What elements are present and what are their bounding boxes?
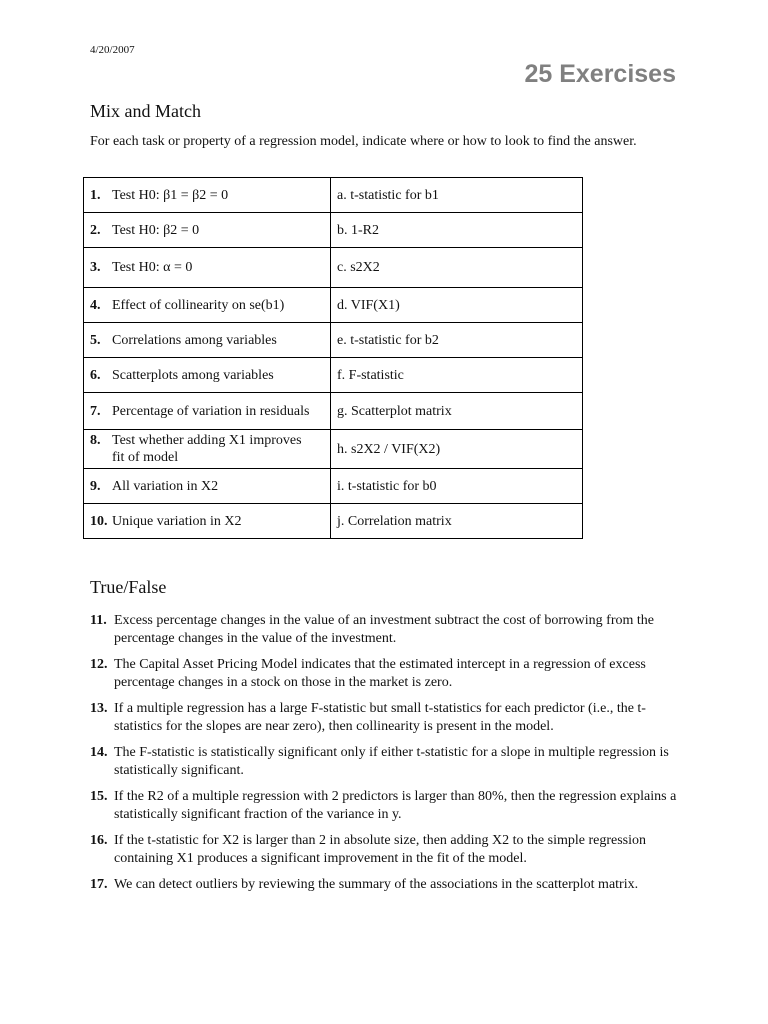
task-number: 5. (90, 332, 101, 348)
true-false-item (90, 656, 690, 692)
match-row (84, 358, 583, 393)
answer-cell: c. s2X2 (331, 248, 583, 288)
answer-cell: i. t-statistic for b0 (331, 469, 583, 504)
task-text: Test H0: α = 0 (112, 260, 193, 275)
task-number: 1. (90, 187, 101, 203)
item-text: The F-statistic is statistically significant only if either t-statistic for a slope in multiple regression is statistically significant. (114, 745, 669, 778)
task-text: Test whether adding X1 improves fit of model (112, 433, 302, 465)
item-text: If the R2 of a multiple regression with 2 predictors is larger than 80%, then the regression explains a statistically significant fraction of the variance in y. (114, 789, 677, 822)
task-text: Effect of collinearity on se(b1) (112, 297, 285, 313)
true-false-item (90, 744, 690, 780)
item-number: 14. (90, 745, 108, 760)
match-row (84, 248, 583, 288)
item-text: The Capital Asset Pricing Model indicates that the estimated intercept in a regression of excess percentage changes in a stock on those in the market is zero. (114, 657, 646, 690)
answer-cell: j. Correlation matrix (331, 504, 583, 539)
task-number: 7. (90, 403, 101, 419)
answer-cell: g. Scatterplot matrix (331, 393, 583, 430)
page-date: 4/20/2007 (90, 44, 135, 56)
true-false-item (90, 876, 690, 894)
answer-cell: b. 1-R2 (331, 213, 583, 248)
task-number: 6. (90, 367, 101, 383)
match-table (83, 177, 583, 539)
chapter-title: 25 Exercises (524, 60, 676, 88)
item-text: We can detect outliers by reviewing the summary of the associations in the scatterplot matrix. (114, 877, 639, 892)
task-cell (84, 430, 331, 469)
task-text: Test H0: β2 = 0 (112, 222, 200, 238)
task-cell (84, 248, 331, 288)
item-number: 15. (90, 789, 108, 804)
task-text: Percentage of variation in residuals (112, 403, 310, 419)
task-number: 4. (90, 297, 101, 313)
task-cell (84, 288, 331, 323)
task-number: 3. (90, 260, 101, 275)
true-false-item (90, 700, 690, 736)
true-false-item (90, 832, 690, 868)
item-text: If the t-statistic for X2 is larger than 2 in absolute size, then adding X2 to the simple regression containing X1 produces a significant improvement in the fit of the model. (114, 833, 647, 866)
task-number: 8. (90, 433, 101, 448)
match-row (84, 504, 583, 539)
task-text: Correlations among variables (112, 332, 277, 348)
item-number: 13. (90, 701, 108, 716)
answer-cell: f. F-statistic (331, 358, 583, 393)
item-number: 16. (90, 833, 108, 848)
true-false-item (90, 612, 690, 648)
task-cell (84, 469, 331, 504)
true-false-list (90, 612, 690, 902)
answer-cell: e. t-statistic for b2 (331, 323, 583, 358)
mix-match-heading: Mix and Match (90, 101, 201, 121)
answer-cell: h. s2X2 / VIF(X2) (331, 430, 583, 469)
task-number: 9. (90, 478, 101, 494)
match-row (84, 323, 583, 358)
task-cell (84, 504, 331, 539)
item-number: 17. (90, 877, 108, 892)
task-text: Unique variation in X2 (112, 513, 242, 529)
true-false-heading: True/False (90, 577, 167, 597)
answer-cell: a. t-statistic for b1 (331, 178, 583, 213)
match-row (84, 213, 583, 248)
task-text: Scatterplots among variables (112, 367, 274, 383)
task-cell (84, 213, 331, 248)
match-row (84, 288, 583, 323)
item-number: 11. (90, 613, 107, 628)
match-row (84, 469, 583, 504)
match-row (84, 393, 583, 430)
match-row (84, 430, 583, 469)
task-number: 2. (90, 222, 101, 238)
match-row (84, 178, 583, 213)
task-text: Test H0: β1 = β2 = 0 (112, 187, 229, 203)
item-text: If a multiple regression has a large F-statistic but small t-statistics for each predictor (i.e., the t-statistics for the slopes are near zero), then collinearity is present in the model. (114, 701, 646, 734)
answer-cell: d. VIF(X1) (331, 288, 583, 323)
task-cell (84, 323, 331, 358)
task-cell (84, 393, 331, 430)
task-cell (84, 178, 331, 213)
item-text: Excess percentage changes in the value of an investment subtract the cost of borrowing from the percentage changes in the value of the investment. (114, 613, 654, 646)
true-false-item (90, 788, 690, 824)
item-number: 12. (90, 657, 108, 672)
task-text: All variation in X2 (112, 478, 219, 494)
mix-match-intro: For each task or property of a regression model, indicate where or how to look to find the answer. (90, 134, 637, 149)
task-cell (84, 358, 331, 393)
task-number: 10. (90, 513, 108, 529)
